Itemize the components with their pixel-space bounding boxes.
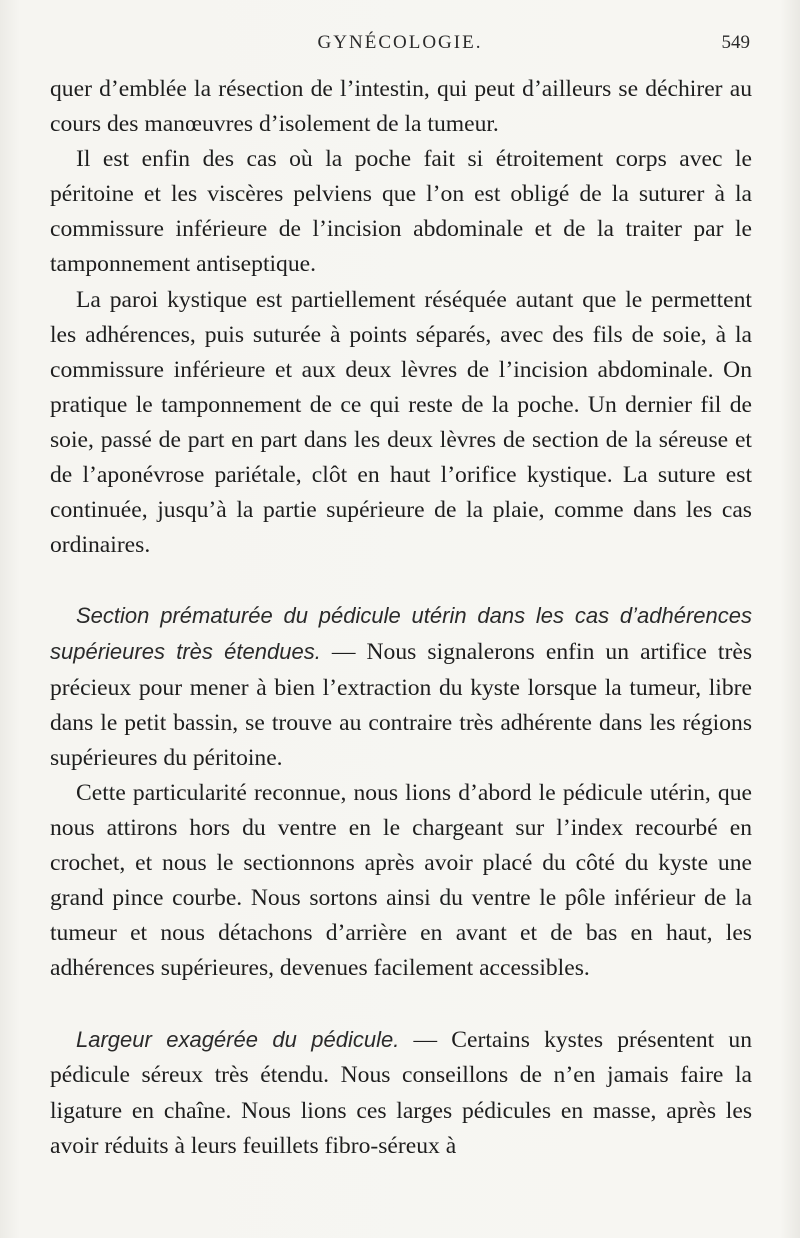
body-text xyxy=(50,72,752,1164)
section-title-premature-section: Section prématurée du pédicule utérin dans les cas d’adhérences supérieures très étendues. xyxy=(50,603,752,665)
paragraph-4 xyxy=(50,598,752,775)
section-title-pedicle-width: Largeur exagérée du pédicule. xyxy=(76,1027,400,1053)
paragraph-5: Cette particularité reconnue, nous lions d’abord le pédicule utérin, que nous attirons hors du ventre en le chargeant sur l’index recourbé en crochet, et nous le sectionnons après avoir placé du côté du kyste une grand pince courbe. Nous sortons ainsi du ventre le pôle inférieur de la tumeur et nous détachons d’arrière en avant et de bas en haut, les adhérences supérieures, devenues facilement accessibles. xyxy=(50,779,752,982)
paragraph-3: La paroi kystique est partiellement réséquée autant que le permettent les adhérences, puis suturée à points séparés, avec des fils de soie, à la commissure inférieure et aux deux lèvres de l’incision abdominale. On pratique le tamponnement de ce qui reste de la poche. Un dernier fil de soie, passé de part en part dans les deux lèvres de section de la séreuse et de l’aponévrose pariétale, clôt en haut l’orifice kystique. La suture est continuée, jusqu’à la partie supérieure de la plaie, comme dans les cas ordinaires. xyxy=(50,286,752,559)
paragraph-1: quer d’emblée la résection de l’intestin, qui peut d’ailleurs se déchirer au cours des manœuvres d’isolement de la tumeur. xyxy=(50,76,752,138)
paragraph-6 xyxy=(50,1022,752,1163)
page-number: 549 xyxy=(721,32,750,53)
running-head: GYNÉCOLOGIE. xyxy=(317,32,483,53)
paragraph-2: Il est enfin des cas où la poche fait si étroitement corps avec le péritoine et les viscères pelviens que l’on est obligé de la suturer à la commissure inférieure de l’incision abdominale et de la traiter par le tamponnement antiseptique. xyxy=(50,146,752,278)
page-header xyxy=(50,32,750,60)
paragraph-4-text: — Nous signalerons enfin un artifice très précieux pour mener à bien l’extraction du kyste lorsque la tumeur, libre dans le petit bassin, se trouve au contraire très adhérente dans les régions supérieures du péritoine. xyxy=(50,639,752,771)
paragraph-6-text: — Certains kystes présentent un pédicule séreux très étendu. Nous conseillons de n’en jamais faire la ligature en chaîne. Nous lions ces larges pédicules en masse, après les avoir réduits à leurs feuillets fibro-séreux à xyxy=(50,1027,752,1159)
